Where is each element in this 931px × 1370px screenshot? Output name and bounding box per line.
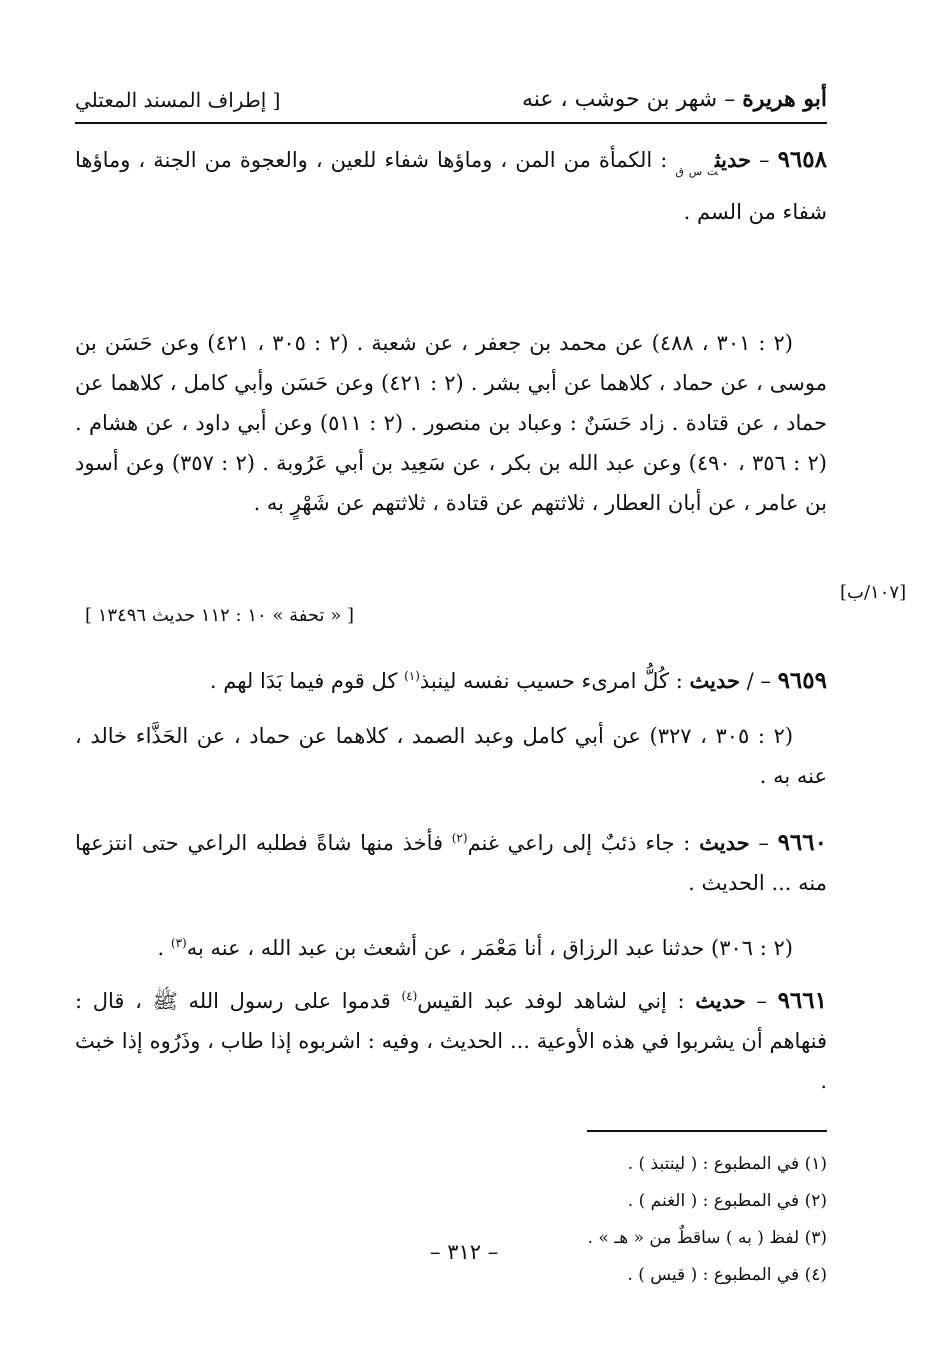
header-title-rest: – شهر بن حوشب ، عنه xyxy=(521,87,743,112)
footnote-4: (٤) في المطبوع : ( قيس ) . xyxy=(627,1265,827,1285)
hadith-number: ٩٦٦١ xyxy=(777,987,827,1014)
footnote-ref: (٢) xyxy=(451,831,468,845)
isnad-9659: (٢ : ٣٠٥ ، ٣٢٧) عن أبي كامل وعبد الصمد ، كلاهما عن حماد ، عن الحَذَّاء خالد ، عنه به . xyxy=(75,724,827,788)
isnad-text: . xyxy=(157,936,171,960)
footnote-ref: (٣) xyxy=(170,936,187,950)
hadith-word: حديث xyxy=(699,830,750,855)
dash: – xyxy=(745,989,778,1013)
hadith-9661 xyxy=(75,976,827,1101)
footnote-2: (٢) في المطبوع : ( الغنم ) . xyxy=(627,1191,827,1211)
hadith-number: ٩٦٥٨ xyxy=(777,146,827,173)
dash: – xyxy=(751,148,778,172)
hadith-9658 xyxy=(75,140,827,232)
page-number: – ٣١٢ – xyxy=(430,1240,499,1264)
source-markers: ت س ق xyxy=(675,165,718,178)
hadith-text: فأخذ منها شاةً فطلبه الراعي حتى انتزعها منه ... الحديث . xyxy=(75,831,827,895)
dash: – / xyxy=(739,669,778,693)
hadith-number: ٩٦٦٠ xyxy=(777,829,827,856)
isnad-9658: (٢ : ٣٠١ ، ٤٨٨) عن محمد بن جعفر ، عن شعبة . (٢ : ٣٠٥ ، ٤٢١) وعن حَسَن بن موسى ، عن حماد ، كلاهما عن أبي بشر . (٢ : ٤٢١) وعن حَسَن وأبي كامل ، كلاهما عن حماد ، عن قتادة . زاد حَسَنٌ : وعباد بن منصور . (٢ : ٥١١) وعن أبي داود ، عن هشام . (٢ : ٣٥٦ ، ٤٩٠) وعن عبد الله بن بكر ، عن سَعِيد بن أبي عَرُوبة . (٢ : ٣٥٧) وعن أسود بن عامر ، عن أبان العطار ، ثلاثتهم عن قتادة ، ثلاثتهم عن شَهْرٍ به . xyxy=(75,331,827,515)
hadith-word: حديث xyxy=(695,988,746,1013)
hadith-text: قدموا على رسول الله ﷺ ، قال : فنهاهم أن يشربوا في هذه الأوعية ... الحديث ، وفيه : اشربوه إذا طاب ، وذَرُوه إذا خبث . xyxy=(75,989,827,1093)
hadith-text: : الكمأة من المن ، وماؤها شفاء للعين ، والعجوة من الجنة ، وماؤها شفاء من السم . xyxy=(75,148,827,224)
isnad-9660 xyxy=(75,923,827,968)
footnote-3: (٣) لفظ ( به ) ساقطٌ من « هـ » . xyxy=(587,1228,827,1248)
isnad-text: (٢ : ٣٠٦) حدثنا عبد الرزاق ، أنا مَعْمَر ، عن أشعث بن عبد الله ، عنه به xyxy=(186,936,793,960)
hadith-9660 xyxy=(75,818,827,903)
hadith-text: : جاء ذئبٌ إلى راعي غنم xyxy=(467,831,700,855)
hadith-text: : إني لشاهد لوفد عبد القيس xyxy=(417,989,696,1013)
tuhfa-reference: [ « تحفة » ١٠ : ١١٢ حديث ١٣٤٩٦ ] xyxy=(85,605,354,626)
dash: – xyxy=(749,831,778,855)
footnote-1: (١) في المطبوع : ( لينتبذ ) . xyxy=(627,1154,827,1174)
footnotes xyxy=(75,1146,827,1294)
footnote-ref: (٤) xyxy=(401,989,418,1003)
hadith-word: حديث xyxy=(714,147,752,172)
running-header xyxy=(75,78,827,124)
header-title-bold: أبو هريرة xyxy=(742,86,827,112)
header-title xyxy=(522,86,827,112)
hadith-text: كل قوم فيما بَدَا لهم . xyxy=(209,669,405,693)
hadith-9659 xyxy=(75,656,827,701)
hadith-number: ٩٦٥٩ xyxy=(777,667,827,694)
footnote-ref: (١) xyxy=(404,669,420,683)
hadith-word: حديث xyxy=(689,668,740,693)
hadith-text: : كُلُّ امرىء حسيب نفسه لينبذ xyxy=(419,669,690,693)
header-book-title: [ إطراف المسند المعتلي xyxy=(75,88,281,112)
manuscript-folio-note: [١٠٧/ب] xyxy=(840,582,907,603)
footnote-divider xyxy=(587,1130,827,1132)
